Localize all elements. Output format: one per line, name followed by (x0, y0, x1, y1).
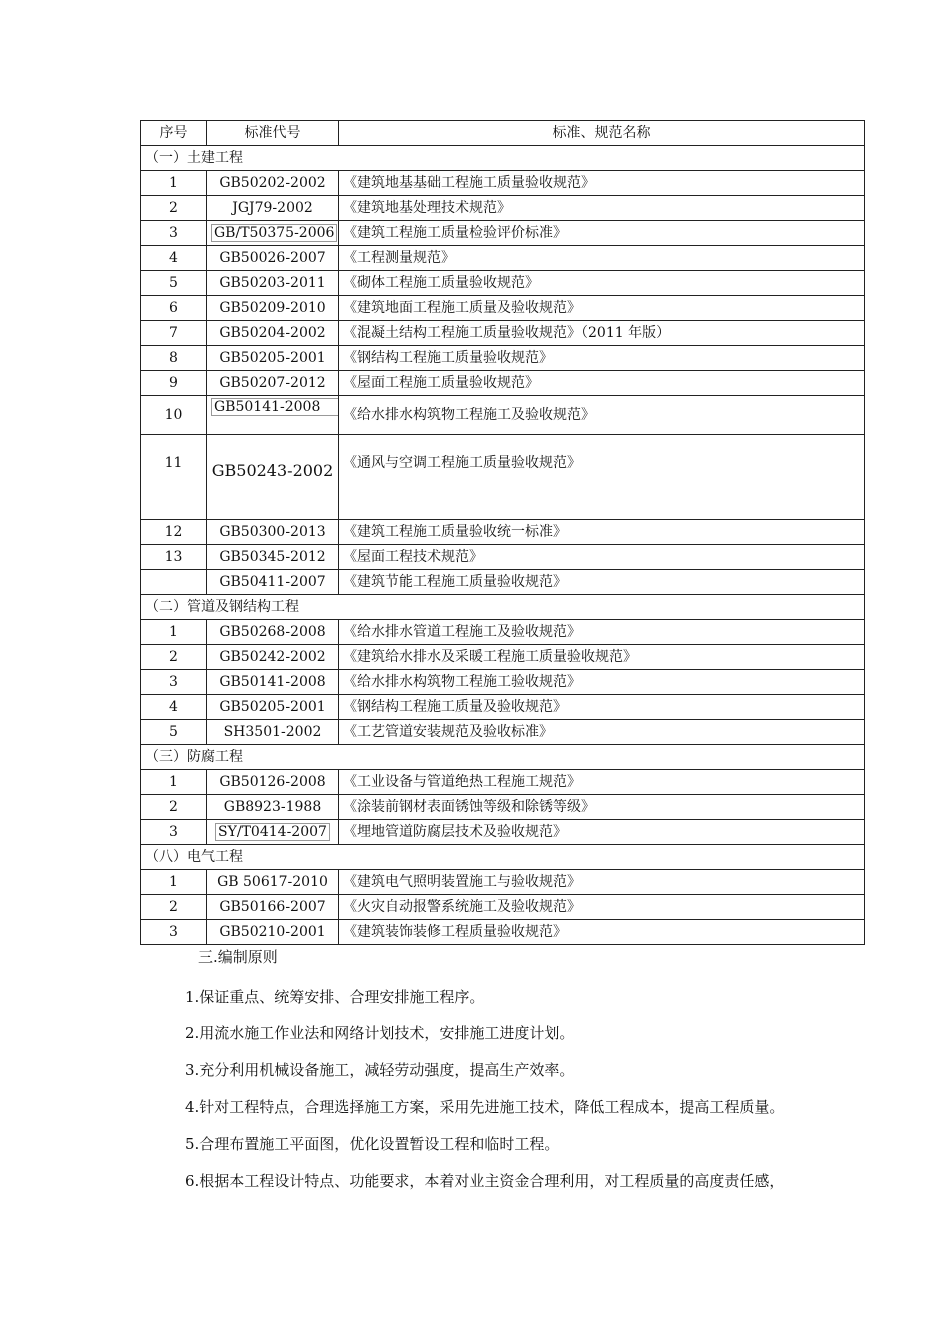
table-row (141, 396, 865, 435)
table-row (141, 371, 865, 396)
row-name: 《给水排水管道工程施工及验收规范》 (339, 620, 865, 645)
row-code (207, 396, 339, 435)
table-row (141, 171, 865, 196)
row-name: 《钢结构工程施工质量及验收规范》 (339, 695, 865, 720)
row-name: 《建筑节能工程施工质量验收规范》 (339, 570, 865, 595)
row-no: 10 (141, 396, 207, 435)
row-no: 8 (141, 346, 207, 371)
table-row (141, 645, 865, 670)
row-code: GB50411-2007 (207, 570, 339, 595)
row-code: GB50210-2001 (207, 920, 339, 945)
row-code: GB50141-2008 (207, 670, 339, 695)
row-code: GB8923-1988 (207, 795, 339, 820)
row-no: 7 (141, 321, 207, 346)
row-name: 《通风与空调工程施工质量验收规范》 (339, 435, 865, 520)
row-no: 4 (141, 695, 207, 720)
row-code: GB50207-2012 (207, 371, 339, 396)
section-row (141, 146, 865, 171)
principle-item: 5.合理布置施工平面图，优化设置暂设工程和临时工程。 (185, 1135, 560, 1153)
section-title: （一）土建工程 (141, 146, 865, 171)
principles-heading: 三.编制原则 (198, 948, 278, 966)
row-no (141, 570, 207, 595)
row-code: GB50203-2011 (207, 271, 339, 296)
row-no: 1 (141, 770, 207, 795)
row-name: 《建筑地面工程施工质量及验收规范》 (339, 296, 865, 321)
section-row (141, 745, 865, 770)
row-no: 5 (141, 720, 207, 745)
row-code-text: GB/T50375-2006 (211, 224, 337, 242)
row-name: 《建筑电气照明装置施工与验收规范》 (339, 870, 865, 895)
principle-item: 1.保证重点、统筹安排、合理安排施工程序。 (185, 988, 485, 1006)
row-name: 《埋地管道防腐层技术及验收规范》 (339, 820, 865, 845)
table-row (141, 795, 865, 820)
table-header-row (141, 121, 865, 146)
principle-item: 3.充分利用机械设备施工，减轻劳动强度，提高生产效率。 (185, 1061, 575, 1079)
row-name: 《给水排水构筑物工程施工及验收规范》 (339, 396, 865, 435)
row-code: GB50205-2001 (207, 695, 339, 720)
table-row (141, 545, 865, 570)
table-row (141, 695, 865, 720)
row-code: GB50205-2001 (207, 346, 339, 371)
principle-item: 2.用流水施工作业法和网络计划技术，安排施工进度计划。 (185, 1024, 575, 1042)
row-no: 2 (141, 196, 207, 221)
row-no: 1 (141, 620, 207, 645)
section-title: （八）电气工程 (141, 845, 865, 870)
row-name: 《工艺管道安装规范及验收标准》 (339, 720, 865, 745)
table-row (141, 296, 865, 321)
row-code (207, 820, 339, 845)
table-row (141, 196, 865, 221)
section-title: （三）防腐工程 (141, 745, 865, 770)
table-row (141, 221, 865, 246)
table-row (141, 570, 865, 595)
row-code: SH3501-2002 (207, 720, 339, 745)
table-row (141, 720, 865, 745)
row-name: 《屋面工程施工质量验收规范》 (339, 371, 865, 396)
row-no: 3 (141, 920, 207, 945)
principle-item: 6.根据本工程设计特点、功能要求，本着对业主资金合理利用，对工程质量的高度责任感， (185, 1172, 785, 1190)
row-code: GB50166-2007 (207, 895, 339, 920)
row-no: 3 (141, 221, 207, 246)
row-code: GB50209-2010 (207, 296, 339, 321)
row-code: GB50126-2008 (207, 770, 339, 795)
row-name: 《建筑地基基础工程施工质量验收规范》 (339, 171, 865, 196)
row-name: 《工程测量规范》 (339, 246, 865, 271)
row-code: GB 50617-2010 (207, 870, 339, 895)
table-row (141, 271, 865, 296)
table-row (141, 820, 865, 845)
row-no: 12 (141, 520, 207, 545)
row-name: 《建筑装饰装修工程质量验收规范》 (339, 920, 865, 945)
section-row (141, 595, 865, 620)
row-name: 《混凝土结构工程施工质量验收规范》（2011 年版） (339, 321, 865, 346)
table-row (141, 435, 865, 520)
row-no: 5 (141, 271, 207, 296)
table-row (141, 770, 865, 795)
row-name: 《建筑地基处理技术规范》 (339, 196, 865, 221)
row-name: 《建筑给水排水及采暖工程施工质量验收规范》 (339, 645, 865, 670)
row-code-text: SY/T0414-2007 (215, 823, 330, 841)
header-code: 标准代号 (207, 121, 339, 146)
row-no: 1 (141, 870, 207, 895)
row-no: 2 (141, 645, 207, 670)
row-code: GB50243-2002 (207, 435, 339, 520)
section-title: （二）管道及钢结构工程 (141, 595, 865, 620)
standards-table (140, 120, 865, 945)
table-row (141, 246, 865, 271)
row-name: 《屋面工程技术规范》 (339, 545, 865, 570)
row-name: 《建筑工程施工质量检验评价标准》 (339, 221, 865, 246)
table-row (141, 870, 865, 895)
table-row (141, 346, 865, 371)
row-code: GB50268-2008 (207, 620, 339, 645)
row-code-text: GB50141-2008 (211, 398, 339, 416)
row-no: 4 (141, 246, 207, 271)
row-name: 《涂装前钢材表面锈蚀等级和除锈等级》 (339, 795, 865, 820)
row-no: 9 (141, 371, 207, 396)
row-name: 《火灾自动报警系统施工及验收规范》 (339, 895, 865, 920)
row-no: 3 (141, 670, 207, 695)
row-name: 《建筑工程施工质量验收统一标准》 (339, 520, 865, 545)
row-no: 2 (141, 795, 207, 820)
row-no: 11 (141, 435, 207, 520)
principle-item: 4.针对工程特点，合理选择施工方案，采用先进施工技术，降低工程成本，提高工程质量。 (185, 1098, 785, 1116)
row-no: 1 (141, 171, 207, 196)
row-code: GB50204-2002 (207, 321, 339, 346)
table-row (141, 895, 865, 920)
header-name: 标准、规范名称 (339, 121, 865, 146)
row-no: 3 (141, 820, 207, 845)
row-name: 《工业设备与管道绝热工程施工规范》 (339, 770, 865, 795)
row-code (207, 221, 339, 246)
row-name: 《砌体工程施工质量验收规范》 (339, 271, 865, 296)
row-code: GB50202-2002 (207, 171, 339, 196)
row-name: 《给水排水构筑物工程施工验收规范》 (339, 670, 865, 695)
row-code: JGJ79-2002 (207, 196, 339, 221)
table-row (141, 321, 865, 346)
row-code: GB50242-2002 (207, 645, 339, 670)
table-row (141, 920, 865, 945)
row-no: 13 (141, 545, 207, 570)
row-name: 《钢结构工程施工质量验收规范》 (339, 346, 865, 371)
row-code: GB50300-2013 (207, 520, 339, 545)
table-row (141, 520, 865, 545)
row-no: 6 (141, 296, 207, 321)
row-no: 2 (141, 895, 207, 920)
header-no: 序号 (141, 121, 207, 146)
row-code: GB50345-2012 (207, 545, 339, 570)
row-code: GB50026-2007 (207, 246, 339, 271)
section-row (141, 845, 865, 870)
table-row (141, 620, 865, 645)
table-row (141, 670, 865, 695)
